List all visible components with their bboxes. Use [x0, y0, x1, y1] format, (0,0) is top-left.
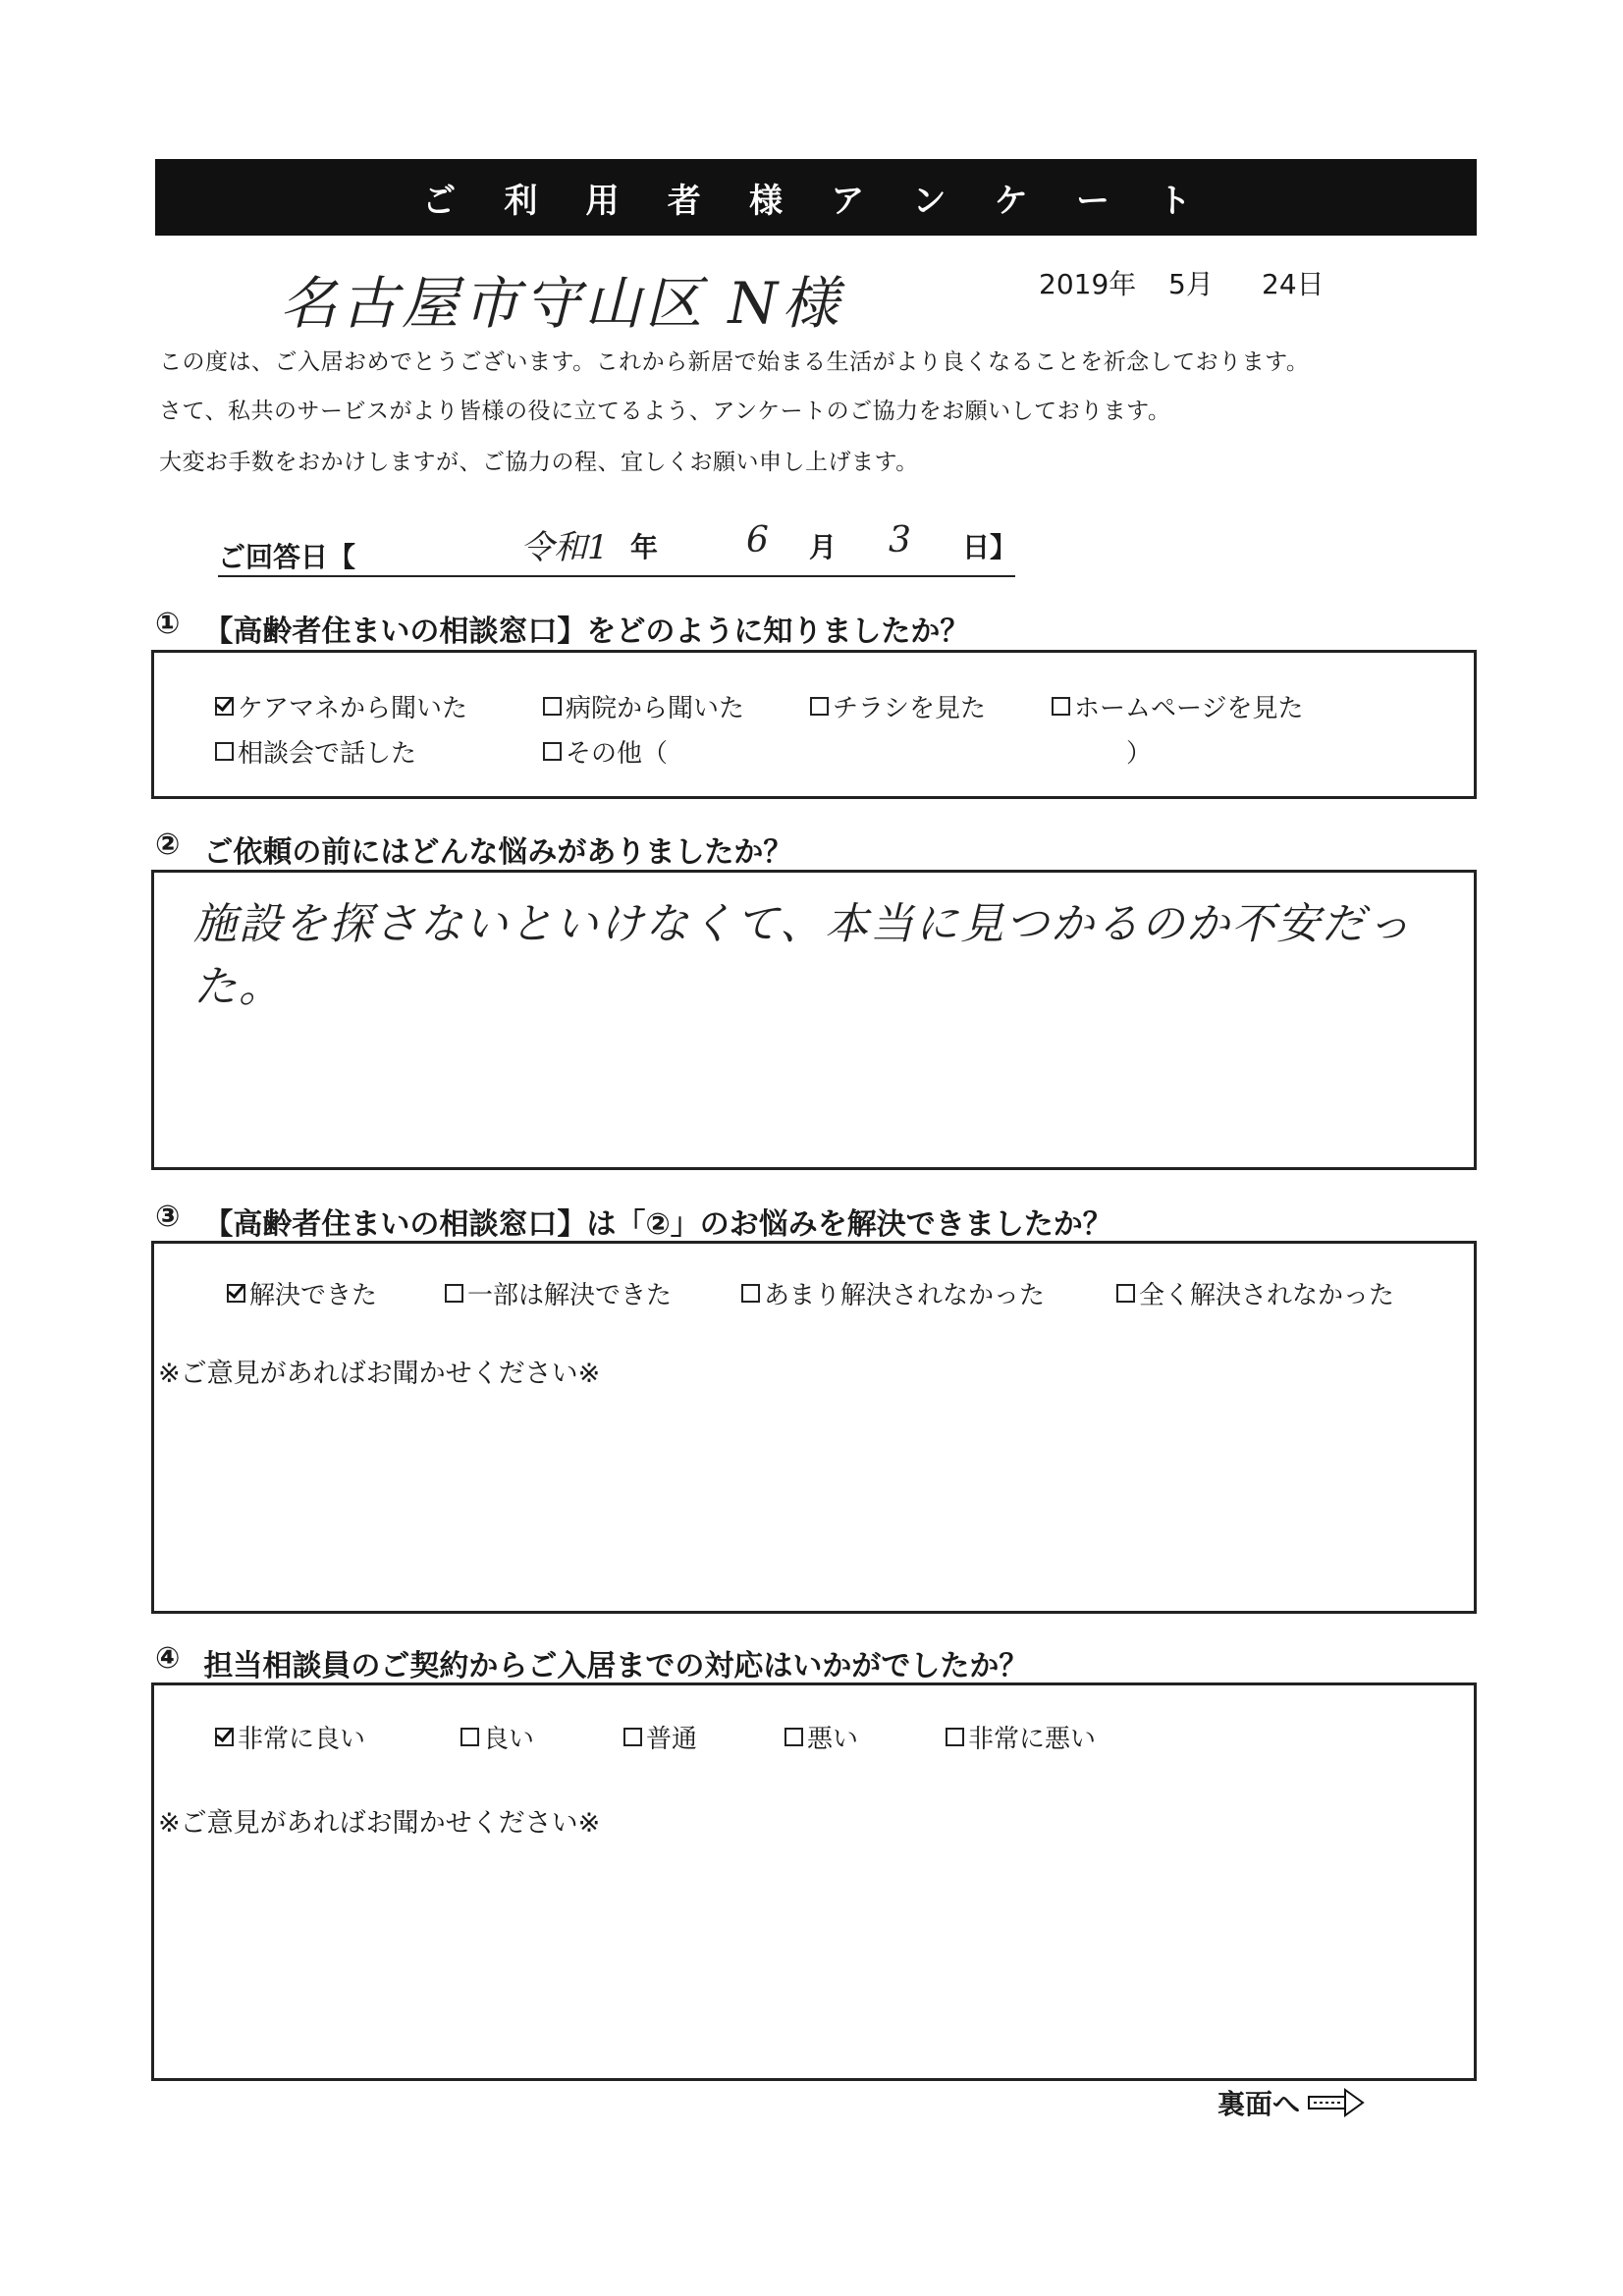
q2-text: ご依頼の前にはどんな悩みがありましたか？ — [203, 835, 793, 870]
answer-date-year-unit: 年 — [630, 531, 659, 563]
checkbox-checked-icon[interactable] — [227, 1284, 245, 1303]
q1-options-box — [151, 650, 1477, 799]
survey-date-day: 24日 — [1262, 268, 1325, 300]
q1-option-caremanager[interactable]: ケアマネから聞いた — [215, 688, 467, 724]
checkbox-icon[interactable] — [1052, 697, 1070, 716]
next-page-label: 裏面へ — [1217, 2088, 1301, 2120]
q3-heading — [155, 1200, 1112, 1243]
arrow-right-icon — [1308, 2088, 1365, 2117]
q3-comment-label: ※ご意見があればお聞かせください※ — [158, 1359, 601, 1389]
checkbox-icon[interactable] — [784, 1728, 803, 1746]
customer-name: 名古屋市守山区 N様 — [280, 270, 843, 337]
q1-number: ① — [155, 607, 181, 641]
q1-option-homepage[interactable]: ホームページを見た — [1052, 688, 1303, 724]
q4-option-bad[interactable]: 悪い — [784, 1719, 858, 1755]
answer-date-day-unit: 日】 — [962, 531, 1018, 563]
q1-other-close: ） — [1126, 739, 1153, 769]
q4-comment-label: ※ご意見があればお聞かせください※ — [158, 1808, 601, 1839]
intro-line-2: さて、私共のサービスがより皆様の役に立てるよう、アンケートのご協力をお願いしております。 — [159, 399, 1171, 424]
q3-text: 【高齢者住まいの相談窓口】は「②」のお悩みを解決できましたか？ — [203, 1207, 1112, 1242]
intro-line-1: この度は、ご入居おめでとうございます。これから新居で始まる生活がより良くなることを祈念しております。 — [159, 349, 1310, 375]
q1-option-flyer[interactable]: チラシを見た — [810, 688, 986, 724]
q2-answer-text: 施設を探さないといけなくて、本当に見つかるのか不安だった。 — [193, 899, 1413, 1012]
answer-date-month: 6 — [746, 520, 769, 561]
q3-option-partial[interactable]: 一部は解決できた — [445, 1275, 672, 1311]
q2-number: ② — [155, 828, 181, 862]
q1-option-other[interactable]: その他（ — [543, 733, 668, 770]
survey-title: ご 利 用 者 様 ア ン ケ ー ト — [422, 181, 1210, 221]
q2-heading — [155, 828, 792, 871]
checkbox-icon[interactable] — [543, 742, 562, 761]
checkbox-checked-icon[interactable] — [215, 1728, 234, 1746]
checkbox-icon[interactable] — [215, 742, 234, 761]
q4-text: 担当相談員のご契約からご入居までの対応はいかがでしたか？ — [203, 1649, 1029, 1683]
q4-options-box — [151, 1682, 1477, 2081]
answer-date-underline — [218, 575, 1015, 577]
checkbox-checked-icon[interactable] — [215, 697, 234, 716]
checkbox-icon[interactable] — [623, 1728, 642, 1746]
q3-options-box — [151, 1241, 1477, 1614]
checkbox-icon[interactable] — [445, 1284, 463, 1303]
q1-option-hospital[interactable]: 病院から聞いた — [543, 688, 744, 724]
q4-heading — [155, 1641, 1028, 1684]
q4-option-normal[interactable]: 普通 — [623, 1719, 697, 1755]
q4-option-very-bad[interactable]: 非常に悪い — [946, 1719, 1096, 1755]
checkbox-icon[interactable] — [543, 697, 562, 716]
checkbox-icon[interactable] — [810, 697, 829, 716]
checkbox-icon[interactable] — [460, 1728, 479, 1746]
checkbox-icon[interactable] — [1116, 1284, 1135, 1303]
next-page-link[interactable] — [1217, 2083, 1365, 2122]
q3-option-solved[interactable]: 解決できた — [227, 1275, 377, 1311]
checkbox-icon[interactable] — [946, 1728, 964, 1746]
survey-date-month: 5月 — [1168, 268, 1214, 300]
q1-heading — [155, 607, 969, 650]
survey-date-year: 2019年 — [1039, 268, 1137, 300]
answer-date-month-unit: 月 — [809, 531, 838, 563]
answer-date-label: ご回答日【 — [218, 541, 356, 573]
q1-text: 【高齢者住まいの相談窓口】をどのように知りましたか？ — [203, 614, 970, 649]
q1-option-consultation[interactable]: 相談会で話した — [215, 733, 416, 770]
q4-option-good[interactable]: 良い — [460, 1719, 534, 1755]
q3-option-mostly-not[interactable]: あまり解決されなかった — [741, 1275, 1045, 1311]
answer-date-era: 令和1 — [520, 528, 609, 567]
q3-option-not-at-all[interactable]: 全く解決されなかった — [1116, 1275, 1394, 1311]
survey-title-bar — [155, 159, 1477, 236]
q3-number: ③ — [155, 1200, 181, 1234]
checkbox-icon[interactable] — [741, 1284, 760, 1303]
intro-line-3: 大変お手数をおかけしますが、ご協力の程、宜しくお願い申し上げます。 — [159, 450, 919, 475]
answer-date-day: 3 — [889, 520, 911, 561]
q4-number: ④ — [155, 1641, 181, 1676]
q2-answer-box — [151, 870, 1477, 1170]
q4-option-very-good[interactable]: 非常に良い — [215, 1719, 365, 1755]
